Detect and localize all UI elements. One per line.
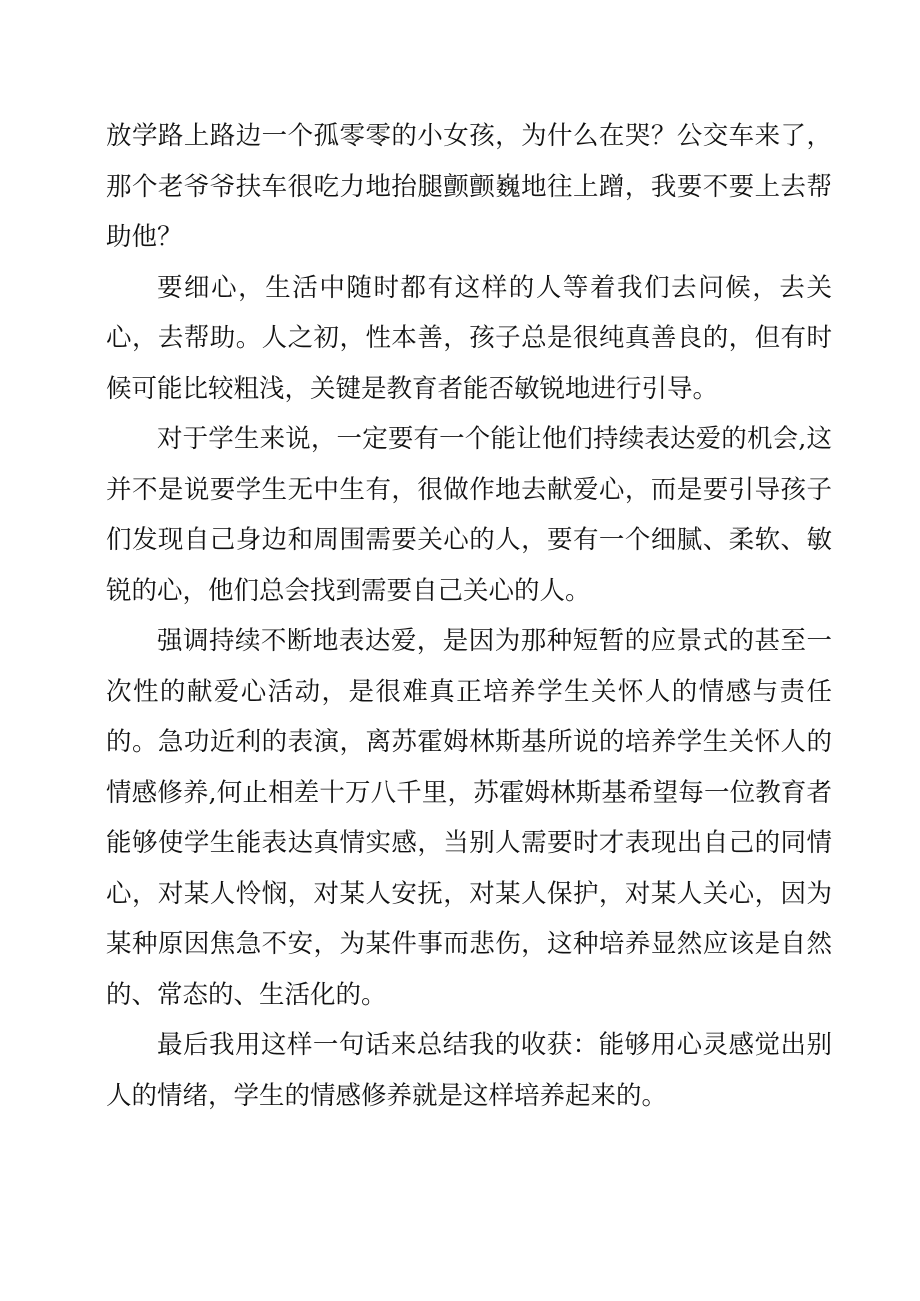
paragraph-5: 最后我用这样一句话来总结我的收获：能够用心灵感觉出别人的情绪，学生的情感修养就是这样培养起来的。: [106, 1030, 832, 1111]
paragraph-1: 放学路上路边一个孤零零的小女孩，为什么在哭？公交车来了，那个老爷爷扶车很吃力地抬腿颤颤巍地往上蹭，我要不要上去帮助他？: [106, 121, 832, 252]
paragraph-3: 对于学生来说，一定要有一个能让他们持续表达爱的机会,这并不是说要学生无中生有，很做作地去献爱心，而是要引导孩子们发现自己身边和周围需要关心的人，要有一个细腻、柔软、敏锐的心，他们总会找到需要自己关心的人。: [106, 424, 832, 606]
paragraph-4: 强调持续不断地表达爱，是因为那种短暂的应景式的甚至一次性的献爱心活动，是很难真正培养学生关怀人的情感与责任的。急功近利的表演，离苏霍姆林斯基所说的培养学生关怀人的情感修养,何止相差十万八千里，苏霍姆林斯基希望每一位教育者能够使学生能表达真情实感，当别人需要时才表现出自己的同情心，对某人怜悯，对某人安抚，对某人保护，对某人关心，因为某种原因焦急不安，为某件事而悲伤，这种培养显然应该是自然的、常态的、生活化的。: [106, 626, 832, 1010]
paragraph-2: 要细心，生活中随时都有这样的人等着我们去问候，去关心，去帮助。人之初，性本善，孩子总是很纯真善良的，但有时候可能比较粗浅，关键是教育者能否敏锐地进行引导。: [106, 272, 832, 404]
document-body: [106, 111, 832, 1121]
